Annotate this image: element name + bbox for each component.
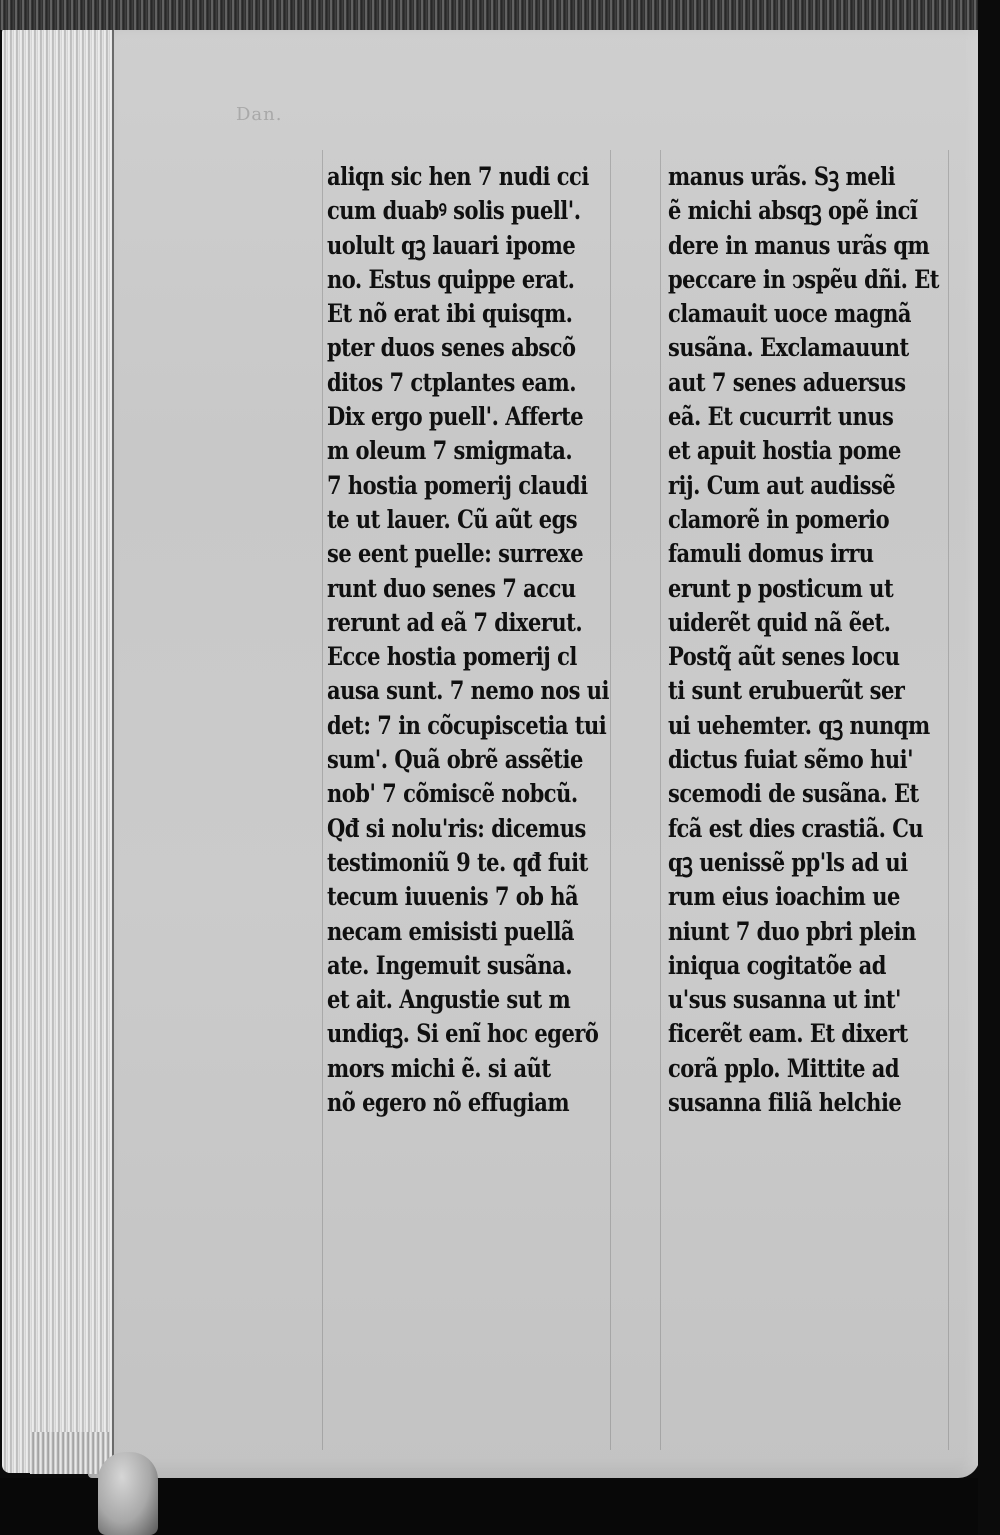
text-line: qꝫ uenissẽ pp'ls ad ui — [668, 847, 908, 877]
text-line: aut 7 senes aduersus — [668, 367, 906, 397]
stacked-page-edges — [2, 28, 114, 1473]
text-line: ui uehemter. qꝫ nunqm — [668, 710, 930, 740]
text-line: ausa sunt. 7 nemo nos ui — [327, 676, 609, 706]
text-line: et ait. Angustie sut m — [327, 985, 571, 1015]
ruling-line — [322, 150, 323, 1450]
text-line: dictus fuiat sẽmo hui' — [668, 745, 914, 775]
text-line: ditos 7 ctplantes eam. — [327, 367, 577, 397]
text-line: susãna. Exclamauunt — [668, 333, 909, 363]
text-line: eã. Et cucurrit unus — [668, 402, 894, 432]
text-line: ficerẽt eam. Et dixert — [668, 1019, 908, 1049]
text-line: Qđ si nolu'ris: dicemus — [327, 813, 586, 843]
text-line: dere in manus urãs qm — [668, 230, 930, 260]
text-line: fcã est dies crastiã. Cu — [668, 813, 924, 843]
text-line: pter duos senes abscõ — [327, 333, 576, 363]
text-line: scemodi de susãna. Et — [668, 779, 919, 809]
text-line: u'sus susanna ut int' — [668, 985, 901, 1015]
text-line: aliqn sic hen 7 nudi cci — [327, 162, 589, 191]
text-line: Postq̃ aũt senes locu — [668, 642, 900, 672]
text-line: tecum iuuenis 7 ob hã — [327, 882, 579, 912]
page-edges-bottom — [30, 1432, 110, 1474]
right-text-column — [668, 160, 958, 1120]
text-line: et apuit hostia pome — [668, 436, 901, 466]
ruling-line — [660, 150, 661, 1450]
text-line: iniqua cogitatõe ad — [668, 950, 886, 980]
text-line: clamauit uoce magnã — [668, 299, 912, 329]
text-line: cum duabꝰ solis puell'. — [327, 196, 581, 226]
text-line: necam emisisti puellã — [327, 916, 575, 946]
text-line: clamorẽ in pomerio — [668, 504, 890, 534]
text-line: m oleum 7 smigmata. — [327, 436, 573, 466]
text-line: te ut lauer. Cũ aũt egs — [327, 504, 578, 534]
text-line: Dix ergo puell'. Afferte — [327, 402, 584, 432]
text-line: Et nõ erat ibi quisqm. — [327, 299, 573, 329]
text-line: sum'. Quã obrẽ assẽtie — [327, 745, 583, 775]
top-binding-edge — [0, 0, 1000, 30]
text-line: corã pplo. Mittite ad — [668, 1053, 900, 1083]
text-line: mors michi ẽ. si aũt — [327, 1053, 551, 1083]
text-line: susanna filiã helchie — [668, 1088, 902, 1118]
text-line: ti sunt erubuerũt ser — [668, 676, 905, 706]
text-line: erunt p posticum ut — [668, 573, 894, 603]
text-line: no. Estus quippe erat. — [327, 264, 575, 294]
text-line: rerunt ad eã 7 dixerut. — [327, 607, 583, 637]
text-line: se eent puelle: surrexe — [327, 539, 584, 569]
text-line: undiqꝫ. Si enĩ hoc egerõ — [327, 1019, 599, 1049]
text-line: rum eius ioachim ue — [668, 882, 900, 912]
text-line: det: 7 in cõcupiscetia tui — [327, 710, 607, 740]
text-line: Ecce hostia pomerij cl — [327, 642, 577, 672]
text-line: ate. Ingemuit susãna. — [327, 950, 573, 980]
text-line: uolult qꝫ lauari ipome — [327, 230, 576, 260]
right-dark-edge — [978, 0, 1000, 1535]
text-line: runt duo senes 7 accu — [327, 573, 576, 603]
text-line: 7 hostia pomerij claudi — [327, 470, 588, 500]
text-line: nob' 7 cõmiscẽ nobcũ. — [327, 779, 578, 809]
text-line: famuli domus irru — [668, 539, 874, 569]
running-head: Dan. — [236, 104, 283, 125]
text-line: uiderẽt quid nã ẽet. — [668, 607, 891, 637]
text-line: niunt 7 duo pbri plein — [668, 916, 916, 946]
holding-thumb — [98, 1452, 158, 1535]
left-text-column — [327, 160, 627, 1120]
text-line: testimoniũ 9 te. qđ fuit — [327, 847, 588, 877]
text-line: nõ egero nõ effugiam — [327, 1088, 570, 1118]
text-line: manus urãs. Sꝫ meli — [668, 162, 896, 191]
text-line: peccare in ↄspẽu dñi. Et — [668, 264, 939, 294]
text-line: rij. Cum aut audissẽ — [668, 470, 896, 500]
text-line: ẽ michi absqꝫ opẽ incĩ — [668, 196, 918, 226]
